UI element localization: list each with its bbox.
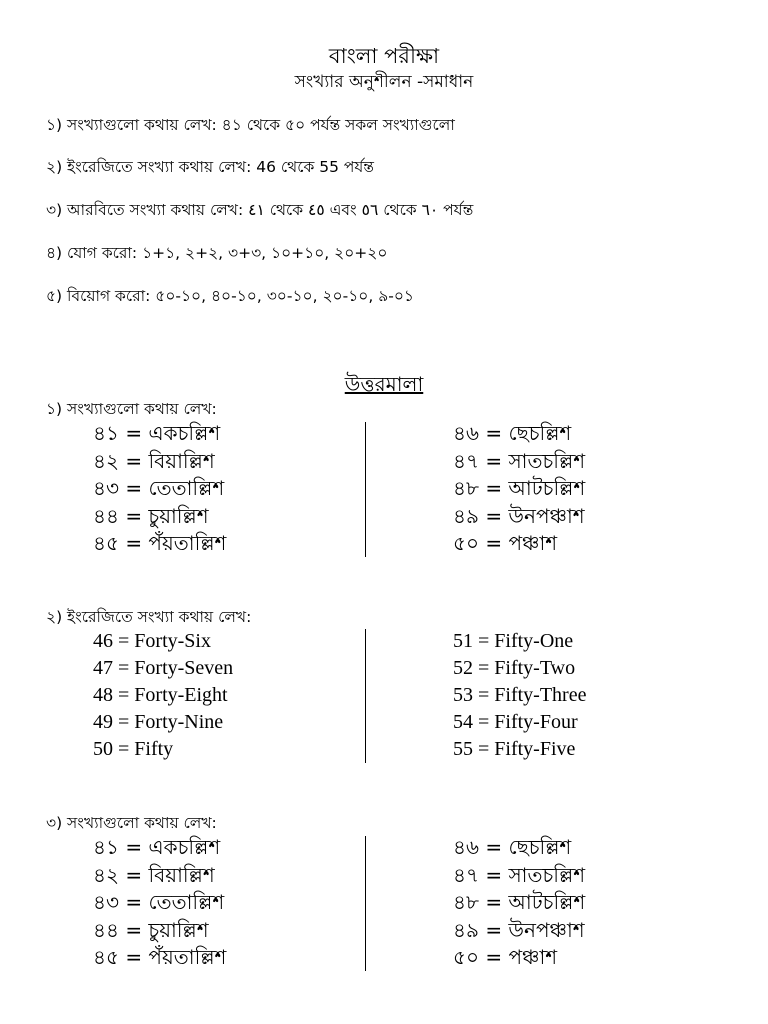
answer-row: 51 = Fifty-One bbox=[453, 630, 574, 652]
answer-row: 49 = Forty-Nine bbox=[93, 711, 224, 733]
answer-row: ৫০ = পঞ্চাশ bbox=[453, 531, 558, 555]
answer-row: ৪২ = বিয়াল্লিশ bbox=[93, 862, 215, 887]
answer-row: 54 = Fifty-Four bbox=[453, 711, 578, 733]
answer-row: ৪৫ = পঁয়তাল্লিশ bbox=[93, 531, 227, 555]
answer-row: ৪২ = বিয়াল্লিশ bbox=[93, 448, 215, 473]
answer-section-3-left-column bbox=[93, 834, 226, 972]
answer-row: ৪৩ = তেতাল্লিশ bbox=[93, 476, 225, 500]
page-title: বাংলা পরীক্ষা bbox=[328, 44, 440, 68]
answer-row: 52 = Fifty-Two bbox=[453, 657, 576, 679]
answer-row: ৪১ = একচল্লিশ bbox=[93, 421, 221, 445]
task-3: ৩) আরবিতে সংখ্যা কথায় লেখ: ٤١ থেকে ٤٥ এবং ٥٦ থেকে ٦٠ পর্যন্ত bbox=[46, 201, 474, 219]
task-2: ২) ইংরেজিতে সংখ্যা কথায় লেখ: 46 থেকে 55 পর্যন্ত bbox=[46, 158, 374, 176]
answer-row: ৫০ = পঞ্চাশ bbox=[453, 945, 558, 969]
answer-row: 46 = Forty-Six bbox=[93, 630, 211, 652]
answer-section-1-left-column bbox=[93, 420, 226, 558]
task-1: ১) সংখ্যাগুলো কথায় লেখ: ৪১ থেকে ৫০ পর্যন্ত সকল সংখ্যাগুলো bbox=[46, 116, 455, 134]
answer-row: 55 = Fifty-Five bbox=[453, 738, 576, 760]
answer-row: ৪৬ = ছেচল্লিশ bbox=[453, 835, 572, 859]
answer-row: 50 = Fifty bbox=[93, 738, 174, 760]
answer-section-3-right-column bbox=[453, 834, 585, 972]
answer-row: ৪৬ = ছেচল্লিশ bbox=[453, 421, 572, 445]
answer-row: ৪৭ = সাতচল্লিশ bbox=[453, 862, 586, 887]
task-5: ৫) বিয়োগ করো: ৫০-১০, ৪০-১০, ৩০-১০, ২০-১০, ৯-০১ bbox=[46, 287, 414, 305]
answer-row: ৪৫ = পঁয়তাল্লিশ bbox=[93, 945, 227, 969]
page-subtitle: সংখ্যার অনুশীলন -সমাধান bbox=[294, 72, 474, 92]
column-divider bbox=[365, 836, 366, 971]
answer-section-2-label: ২) ইংরেজিতে সংখ্যা কথায় লেখ: bbox=[46, 608, 252, 626]
answer-row: ৪৩ = তেতাল্লিশ bbox=[93, 890, 225, 914]
answer-row: ৪৮ = আটচল্লিশ bbox=[453, 476, 586, 500]
answer-row: ৪৯ = উনপঞ্চাশ bbox=[453, 503, 585, 528]
answer-row: 48 = Forty-Eight bbox=[93, 684, 228, 706]
answer-section-1-right-column bbox=[453, 420, 585, 558]
answer-row: ৪১ = একচল্লিশ bbox=[93, 835, 221, 859]
answer-row: ৪৭ = সাতচল্লিশ bbox=[453, 448, 586, 473]
task-4: ৪) যোগ করো: ১+১, ২+২, ৩+৩, ১০+১০, ২০+২০ bbox=[46, 244, 388, 262]
answers-heading: উত্তরমালা bbox=[344, 372, 424, 396]
answer-section-1-label: ১) সংখ্যাগুলো কথায় লেখ: bbox=[46, 400, 217, 418]
answer-row: 47 = Forty-Seven bbox=[93, 657, 234, 679]
answer-section-2-right-column bbox=[453, 628, 586, 763]
answer-row: ৪৯ = উনপঞ্চাশ bbox=[453, 917, 585, 942]
column-divider bbox=[365, 422, 366, 557]
answer-section-3-label: ৩) সংখ্যাগুলো কথায় লেখ: bbox=[46, 814, 217, 832]
answer-row: ৪৪ = চুয়াল্লিশ bbox=[93, 503, 209, 528]
answer-row: ৪৪ = চুয়াল্লিশ bbox=[93, 917, 209, 942]
answer-row: 53 = Fifty-Three bbox=[453, 684, 587, 706]
answer-row: ৪৮ = আটচল্লিশ bbox=[453, 890, 586, 914]
column-divider bbox=[365, 629, 366, 763]
answer-section-2-left-column bbox=[93, 628, 233, 763]
